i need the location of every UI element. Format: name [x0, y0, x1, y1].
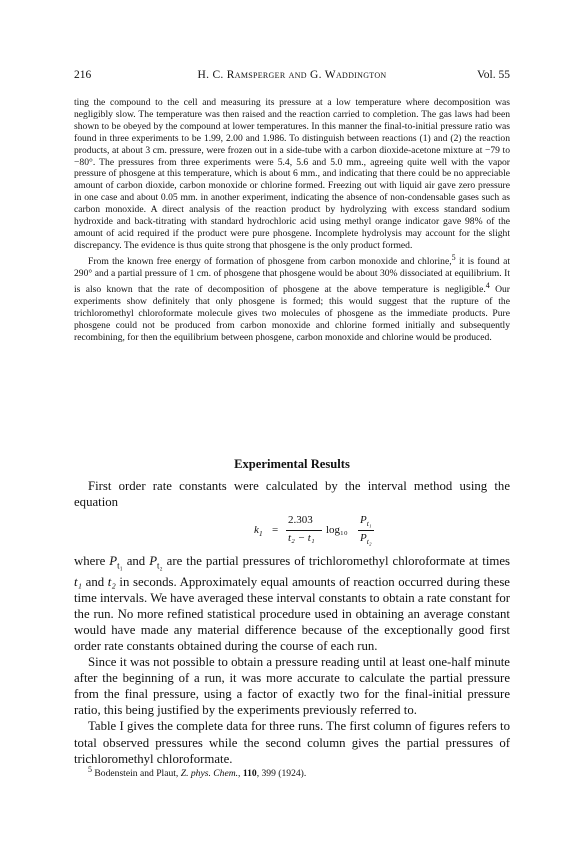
small-print-section — [74, 97, 510, 344]
rate-equation — [256, 512, 376, 548]
main-text-section — [74, 553, 510, 767]
eq-fraction-bar — [286, 530, 322, 531]
paragraph-continued: ting the compound to the cell and measuring its pressure at a low temperature where decomposition was negligibly slow. The temperature was then raised and the reaction carried to completion. The gas laws had been shown to be obeyed by the compound at lower temperatures. In this manner the final-to-initial pressure ratio was found in three experiments to be 1.99, 2.00 and 1.986. To distinguish between reactions (1) and (2) the reaction products, at about 3 cm. pressure, were frozen out in a side-tube with a carbon dioxide-acetone mixture at −79 to −80°. The pressures from three experiments were 5.4, 5.6 and 5.0 mm., agreeing quite well with the vapor pressure of phosgene at this temperature, which is about 6 mm., and indicating that there could be no appreciable amount of carbon dioxide, carbon monoxide or chlorine formed. Freezing out with liquid air gave zero pressure in one case and about 0.05 mm. in another experiment, indicating the absence of non-condensable gases such as carbon monoxide. A direct analysis of the reaction product by hydrolyzing with excess standard sodium hydroxide and back-titrating with standard hydrochloric acid using methyl orange indicator gave 98% of the amount of acid required if the product were pure phosgene. Incomplete hydrolysis may account for the slight discrepancy. The evidence is thus quite strong that phosgene is the only product formed. — [74, 97, 510, 251]
footnote-ref-4: 4 — [485, 280, 490, 290]
eq-p-numerator: $P_{t_1}$ — [360, 514, 372, 529]
paragraph-table-ref: Table I gives the complete data for three runs. The first column of figures refers to total observed pressures while the second column gives the partial pressures of trichloromethyl chloroformate. — [74, 719, 510, 766]
paragraph-pressure-reading: Since it was not possible to obtain a pressure reading until at least one-half minute after the beginning of a run, it was more accurate to calculate the partial pressure from the final pressure, using a factor of exactly two for the final-initial pressure ratio, this being justified by the experiments previously referred to. — [74, 655, 510, 718]
eq-equals: = — [272, 524, 279, 536]
paragraph-where: where $P_{t_1}$ and $P_{t_2}$ are the partial pressures of trichloromethyl chloroformate at times t₁ and t₂ in seconds. Approximately equal amounts of reaction occurred during these time intervals. We have averaged these interval constants to obtain a rate constant for the run. No more refined statistical procedure used in obtaining an average constant would have made any material difference because of the exceptionally good first order rate constants obtained during the course of each run. — [74, 554, 510, 654]
volume-label: Vol. 55 — [476, 69, 510, 81]
eq-denominator: t₂ − t₁ — [288, 532, 315, 544]
eq-p-fraction-bar — [358, 530, 374, 531]
footnote-ref-5: 5 — [451, 252, 456, 262]
paragraph-equilibrium: From the known free energy of formation of phosgene from carbon monoxide and chlorine,$^5$ it is found at 290° and a partial pressure of 1 cm. of phosgene that phosgene would be about 30% dissociated at equilibrium. It is also known that the rate of decomposition of phosgene at the above temperature is negligible.$^4$ Our experiments show definitely that only phosgene is formed; this would suggest that the rupture of the trichloromethyl chloroformate molecule gives two molecules of phosgene as the immediate products. Pure phosgene could not be produced from carbon monoxide and chlorine formed initially and subsequently recombining, for then the equilibrium between phosgene, carbon monoxide and chlorine would be produced. — [74, 252, 510, 343]
running-title: H. C. Ramsperger and G. Waddington — [197, 69, 387, 81]
eq-lhs: $k_1$ — [254, 524, 263, 539]
eq-log: log₁₀ — [326, 524, 348, 536]
eq-numerator: 2.303 — [288, 514, 313, 526]
running-header — [74, 69, 510, 85]
eq-p-denominator: $P_{t_2}$ — [360, 532, 372, 547]
paragraph-rate-constants: First order rate constants were calculated by the interval method using the equation — [74, 479, 510, 510]
section-heading: Experimental Results — [234, 457, 350, 471]
page-number: 216 — [74, 69, 92, 81]
footnote-5: $^5$ Bodenstein and Plaut, Z. phys. Chem., 110, 399 (1924). — [88, 765, 307, 780]
